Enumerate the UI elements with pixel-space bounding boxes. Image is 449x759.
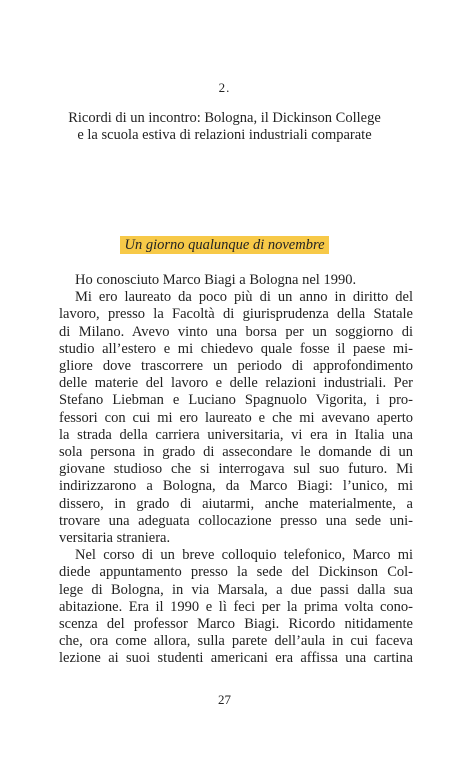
body-text — [59, 272, 413, 668]
body-line: Mi ero laureato da poco più di un anno in diritto del — [75, 289, 413, 306]
page-number: 27 — [218, 692, 231, 707]
body-line: la strada della carriera universitaria, vi era in Italia una — [59, 426, 413, 443]
body-line: Nel corso di un breve colloquio telefonico, Marco mi — [75, 547, 413, 564]
body-line: Stefano Liebman e Luciano Spagnuolo Vigorita, i pro- — [59, 392, 413, 409]
body-line: abitazione. Era il 1990 e lì feci per la prima volta cono- — [59, 598, 413, 615]
body-line: studio all’estero e mi chiedevo quale fosse il paese mi- — [59, 340, 413, 357]
section-heading-container — [0, 236, 449, 254]
chapter-title — [40, 110, 409, 144]
body-line: dissero, in grado di aiutarmi, anche materialmente, a — [59, 495, 413, 512]
body-line: versitaria straniera. — [59, 530, 171, 547]
body-line: che, ora come allora, sulla parete dell’aula in cui faceva — [59, 633, 413, 650]
body-line: gliore dove trascorrere un periodo di approfondimento — [59, 358, 413, 375]
body-line: lege di Bologna, in via Marsala, a due passi dalla sua — [59, 581, 413, 598]
body-line: trovare una adeguata collocazione presso una sede uni- — [59, 512, 413, 529]
body-line: diede appuntamento presso la sede del Dickinson Col- — [59, 564, 413, 581]
body-line: sola persona in grado di assecondare le domande di un — [59, 444, 413, 461]
body-line: Ho conosciuto Marco Biagi a Bologna nel 1990. — [75, 272, 357, 288]
body-line: giovane studioso che si interrogava sul suo futuro. Mi — [59, 461, 413, 478]
chapter-title-line: e la scuola estiva di relazioni industriali comparate — [77, 127, 372, 143]
body-line: indirizzarono a Bologna, da Marco Biagi: l’unico, mi — [59, 478, 413, 495]
body-line: delle materie del lavoro e delle relazioni industriali. Per — [59, 375, 413, 392]
body-line: scenza del professor Marco Biagi. Ricordo nitidamente — [59, 616, 413, 633]
chapter-title-line: Ricordi di un incontro: Bologna, il Dickinson College — [68, 110, 381, 126]
body-line: fessori con cui mi ero laureato e che mi avevano aperto — [59, 409, 413, 426]
body-line: lavoro, presso la Facoltà di giurisprudenza della Statale — [59, 306, 413, 323]
section-heading: Un giorno qualunque di novembre — [120, 236, 328, 254]
chapter-number: 2. — [218, 80, 231, 95]
body-line: di Milano. Avevo vinto una borsa per un soggiorno di — [59, 323, 413, 340]
body-line: lezione ai suoi studenti americani era affissa una cartina — [59, 650, 413, 667]
